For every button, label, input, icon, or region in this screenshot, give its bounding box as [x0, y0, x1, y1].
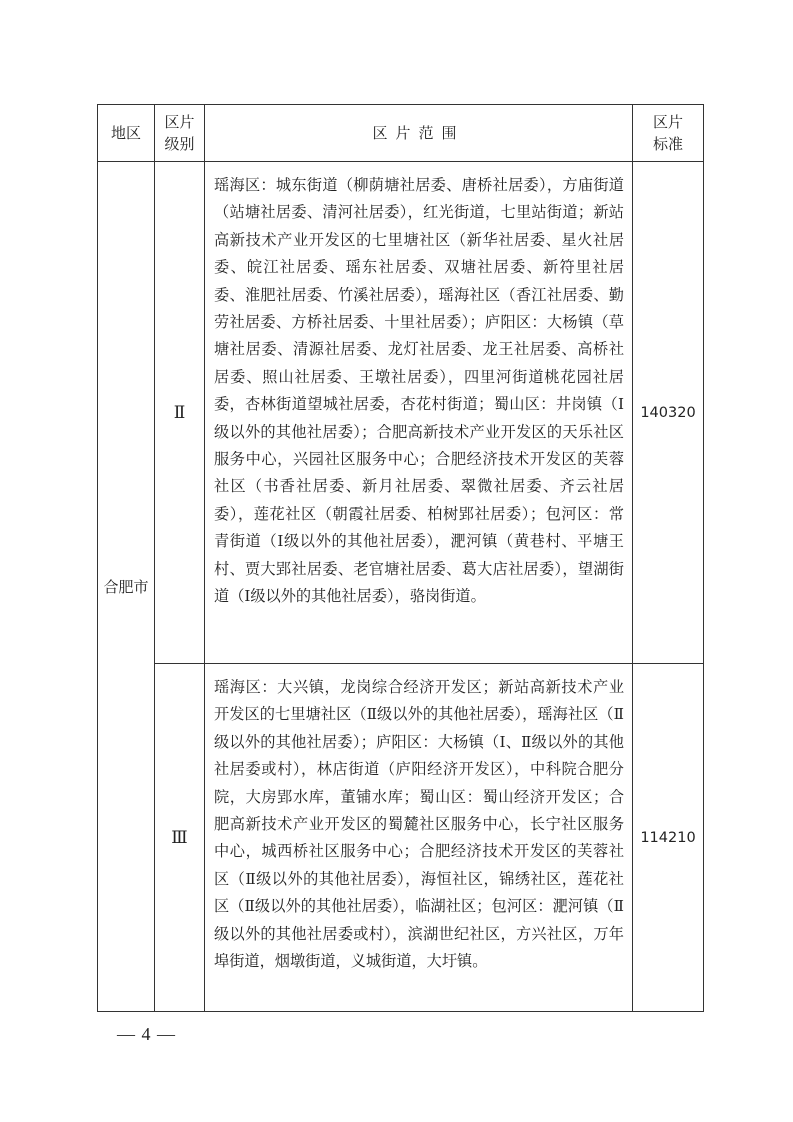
table-header-row	[98, 105, 704, 162]
level-cell: Ⅱ	[155, 162, 205, 664]
header-standard-text: 区片 标准	[652, 113, 683, 153]
scope-text: 瑶海区：大兴镇，龙岗综合经济开发区；新站高新技术产业开发区的七里塘社区（Ⅱ级以外的其他社居委），瑶海社区（Ⅱ级以外的其他社居委）；庐阳区：大杨镇（Ⅰ、Ⅱ级以外的其他社居委或村），林店街道（庐阳经济开发区），中科院合肥分院，大房郢水库，董铺水库；蜀山区：蜀山经济开发区；合肥高新技术产业开发区的蜀麓社区服务中心，长宁社区服务中心，城西桥社区服务中心；合肥经济技术开发区的芙蓉社区（Ⅱ级以外的其他社居委），海恒社区，锦绣社区，莲花社区（Ⅱ级以外的其他社居委），临湖社区；包河区：淝河镇（Ⅱ级以外的其他社居委或村），滨湖世纪社区，方兴社区，万年埠街道，烟墩街道，义城街道，大圩镇。	[214, 678, 624, 971]
header-scope-text: 区片范围	[372, 124, 465, 142]
table-row	[98, 162, 704, 664]
level-cell: Ⅲ	[155, 664, 205, 1012]
page-number: — 4 —	[117, 1024, 176, 1044]
scope-text: 瑶海区：城东街道（柳荫塘社居委、唐桥社居委），方庙街道（站塘社居委、清河社居委），红光街道，七里站街道；新站高新技术产业开发区的七里塘社区（新华社居委、星火社居委、皖江社居委、瑶东社居委、双塘社居委、新符里社居委、淮肥社居委、竹溪社居委），瑶海社区（香江社居委、勤劳社居委、方桥社居委、十里社居委）；庐阳区：大杨镇（草塘社居委、清源社居委、龙灯社居委、龙王社居委、高桥社居委、照山社居委、王墩社居委），四里河街道桃花园社居委，杏林街道望城社居委，杏花村街道；蜀山区：井岗镇（Ⅰ级以外的其他社居委）；合肥高新技术产业开发区的天乐社区服务中心，兴园社区服务中心；合肥经济技术开发区的芙蓉社区（书香社居委、新月社居委、翠微社居委、齐云社居委），莲花社区（朝霞社居委、柏树郢社居委）；包河区：常青街道（Ⅰ级以外的其他社居委），淝河镇（黄巷村、平塘王村、贾大郢社居委、老官塘社居委、葛大店社居委），望湖街道（Ⅰ级以外的其他社居委），骆岗街道。	[214, 176, 624, 606]
scope-cell	[205, 664, 633, 1012]
region-cell: 合肥市	[98, 162, 155, 1012]
standard-cell: 114210	[633, 664, 704, 1012]
standard-cell: 140320	[633, 162, 704, 664]
table-row	[98, 664, 704, 1012]
header-level-text: 区片 级别	[164, 113, 195, 153]
header-region: 地区	[98, 105, 155, 162]
header-level	[155, 105, 205, 162]
scope-cell	[205, 162, 633, 664]
header-scope	[205, 105, 633, 162]
header-standard	[633, 105, 704, 162]
land-price-zone-table	[97, 104, 704, 1012]
